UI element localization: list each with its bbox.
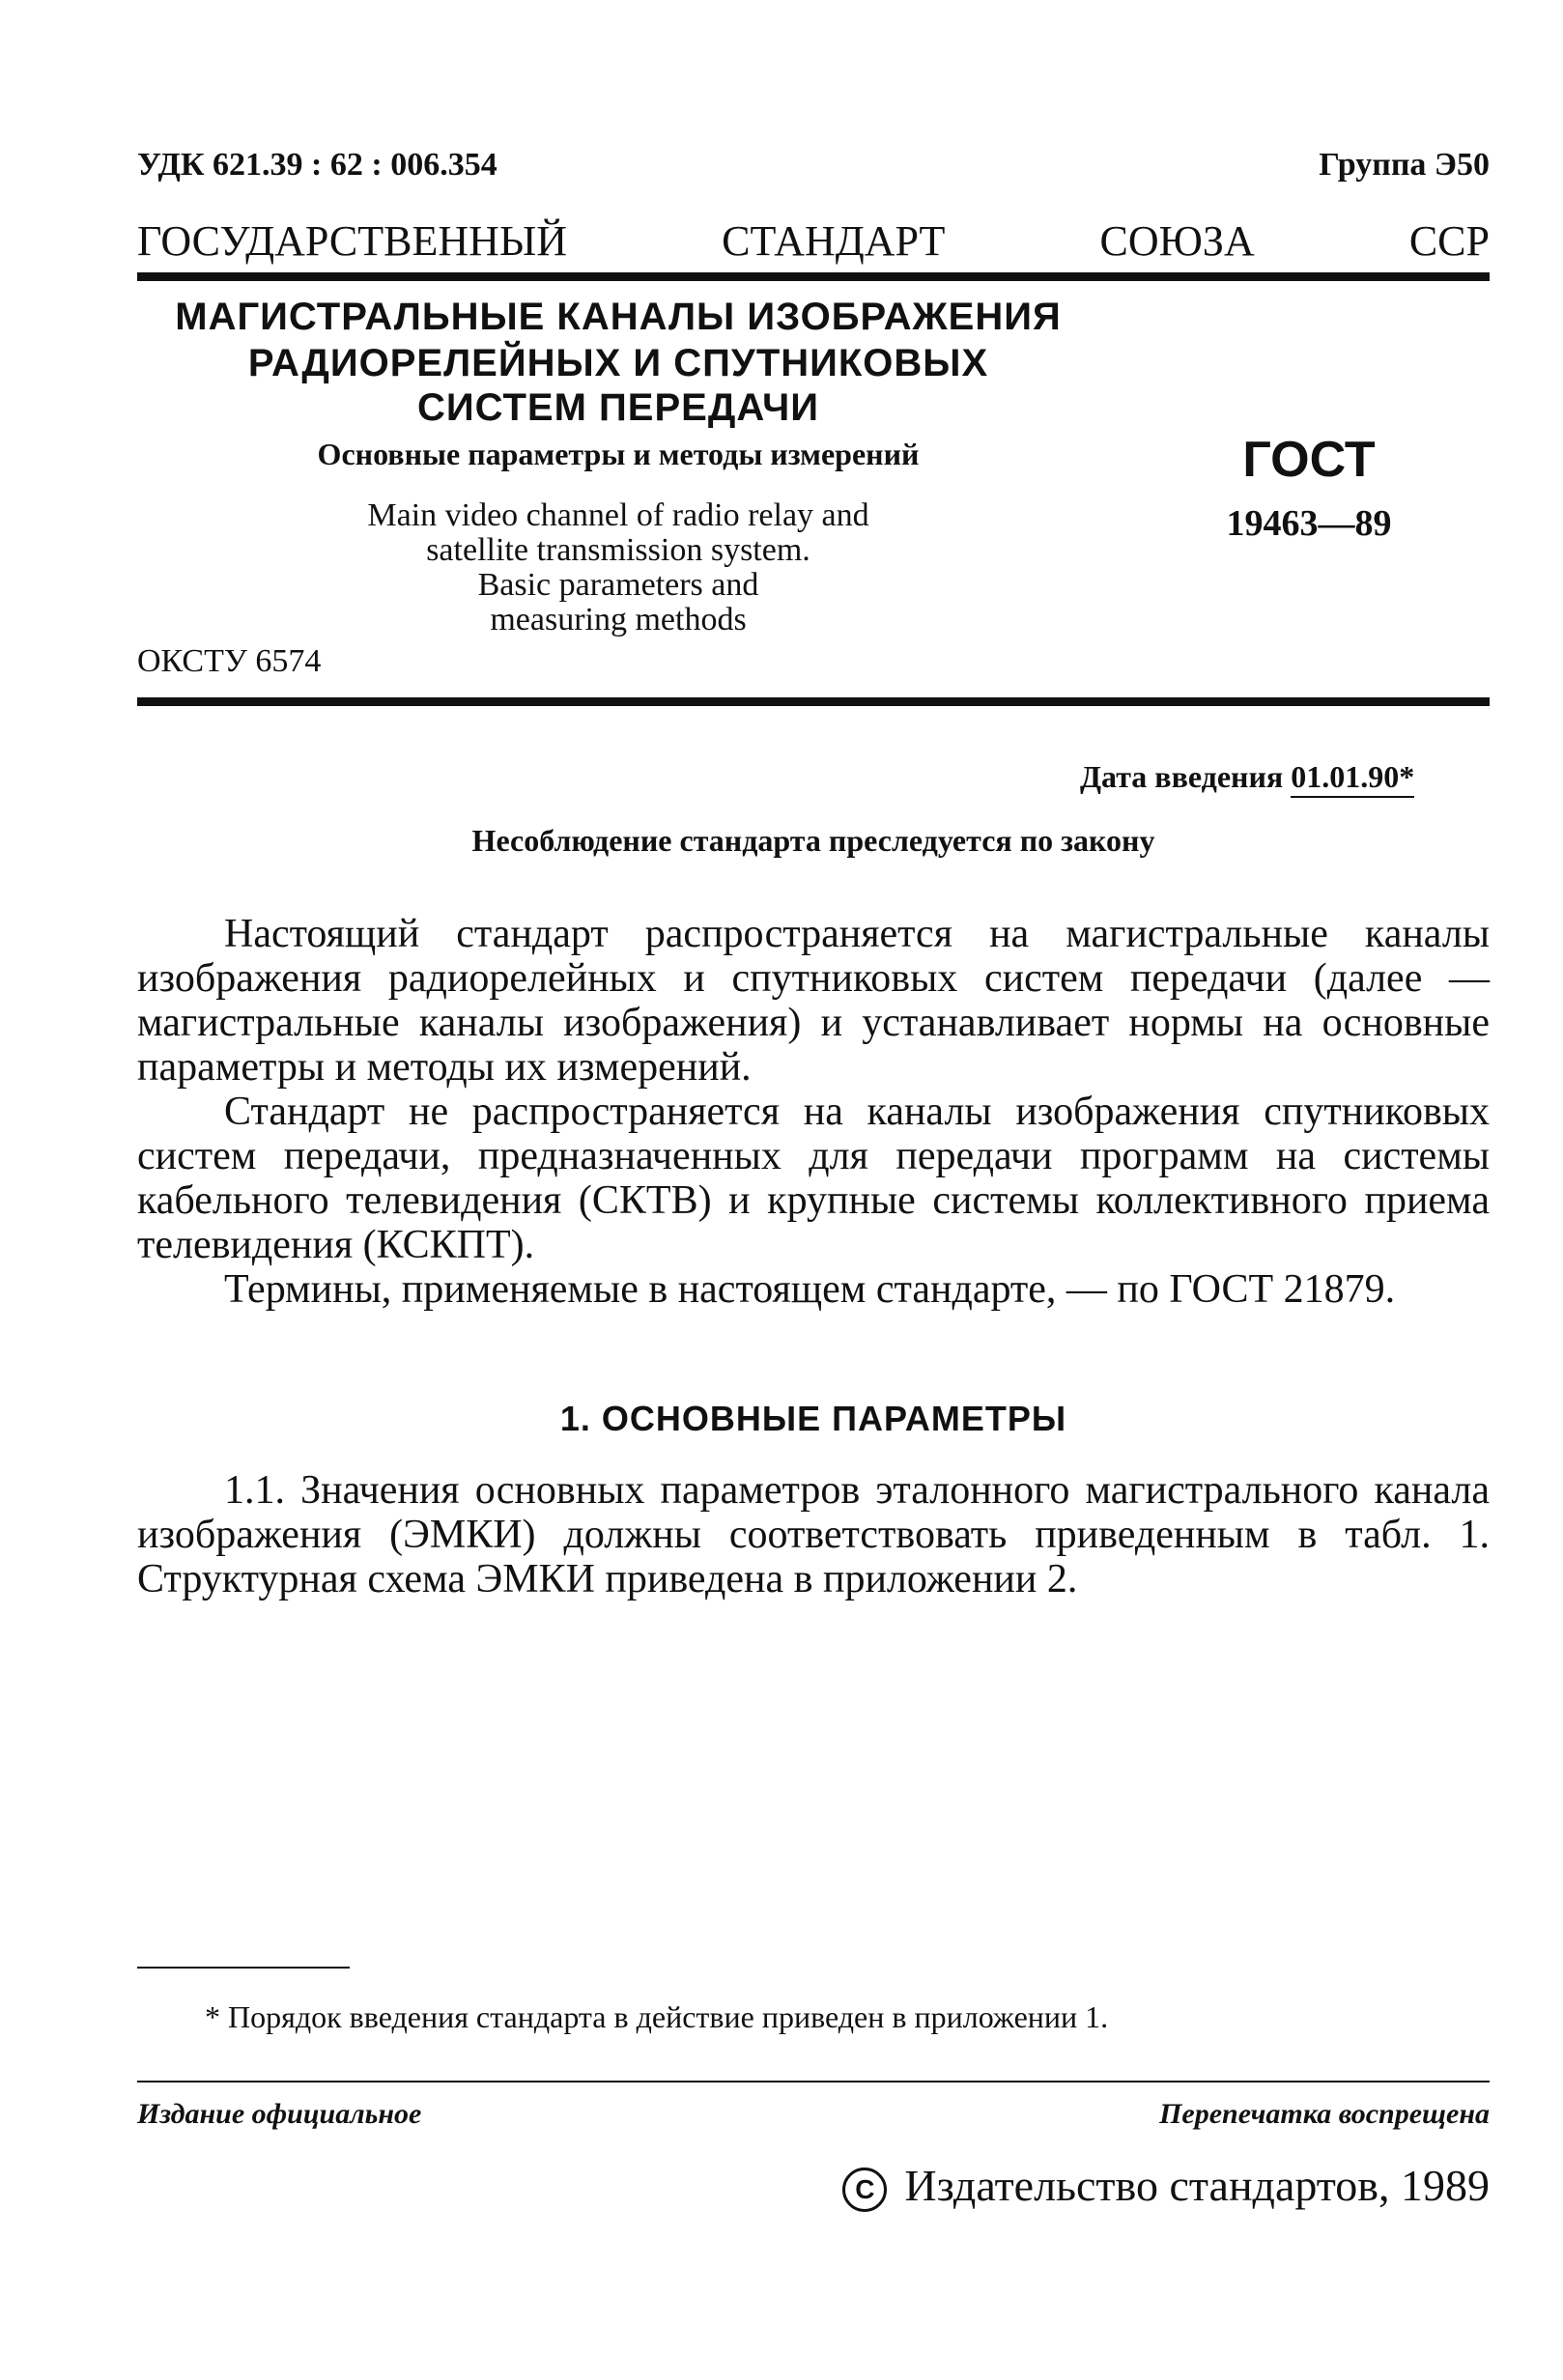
legal-notice: Несоблюдение стандарта преследуется по закону (471, 823, 1155, 858)
copyright-icon: C (842, 2168, 887, 2212)
english-title-line-3: Basic parameters and (477, 567, 759, 603)
title-subtitle: Основные параметры и методы измерений (317, 437, 920, 471)
introduction-date-label: Дата введения (1080, 759, 1284, 794)
official-edition: Издание официальное (137, 2098, 422, 2130)
english-title-line-4: measuring methods (490, 602, 747, 638)
publisher-name: Издательство стандартов, 1989 (904, 2161, 1490, 2210)
paragraph-exclusion: Стандарт не распространяется на каналы изображения спутниковых систем передачи, предназначенных для передачи программ на системы кабельного телевидения (СКТВ) и крупные системы коллективного приема телевидения (КСКПТ). (137, 1090, 1490, 1267)
footnote: * Порядок введения стандарта в действие приведен в приложении 1. (205, 1999, 1109, 2034)
paragraph-scope: Настоящий стандарт распространяется на магистральные каналы изображения радиорелейных и спутниковых систем передачи (далее — магистральные каналы изображения) и устанавливает нормы на основные параметры и методы их измерений. (137, 912, 1490, 1090)
header-rule (137, 272, 1490, 281)
reprint-prohibited: Перепечатка воспрещена (1159, 2098, 1490, 2130)
paragraph-terms: Термины, применяемые в настоящем стандарте, — по ГОСТ 21879. (224, 1267, 1396, 1312)
publisher-line (842, 2160, 1490, 2212)
footer-rule (137, 2081, 1490, 2082)
title-rule (137, 697, 1490, 706)
footnote-rule (137, 1967, 350, 1969)
introduction-date-value: 01.01.90* (1291, 759, 1414, 798)
udk-code: УДК 621.39 : 62 : 006.354 (137, 147, 497, 183)
group-code: Группа Э50 (1319, 147, 1490, 183)
section-heading: 1. ОСНОВНЫЕ ПАРАМЕТРЫ (559, 1399, 1067, 1438)
english-title-line-2: satellite transmission system. (426, 532, 810, 568)
english-title-line-1: Main video channel of radio relay and (367, 497, 869, 533)
gost-number: 19463—89 (1226, 503, 1392, 544)
paragraph-1-1: 1.1. Значения основных параметров эталонного магистрального канала изображения (ЭМКИ) должны соответствовать приведенным в табл. 1. Структурная схема ЭМКИ приведена в приложении 2. (137, 1468, 1490, 1601)
standard-header: ГОСУДАРСТВЕННЫЙ СТАНДАРТ СОЮЗА ССР (137, 217, 1490, 265)
title-line-2: РАДИОРЕЛЕЙНЫХ И СПУТНИКОВЫХ (247, 342, 989, 384)
okstu-code: ОКСТУ 6574 (137, 643, 322, 679)
introduction-date (1080, 759, 1414, 795)
section-paragraphs (137, 1468, 1490, 1601)
title-line-3: СИСТЕМ ПЕРЕДАЧИ (416, 386, 820, 429)
gost-label: ГОСТ (1242, 432, 1376, 488)
title-line-1: МАГИСТРАЛЬНЫЕ КАНАЛЫ ИЗОБРАЖЕНИЯ (175, 296, 1062, 338)
intro-paragraphs (137, 912, 1490, 1312)
